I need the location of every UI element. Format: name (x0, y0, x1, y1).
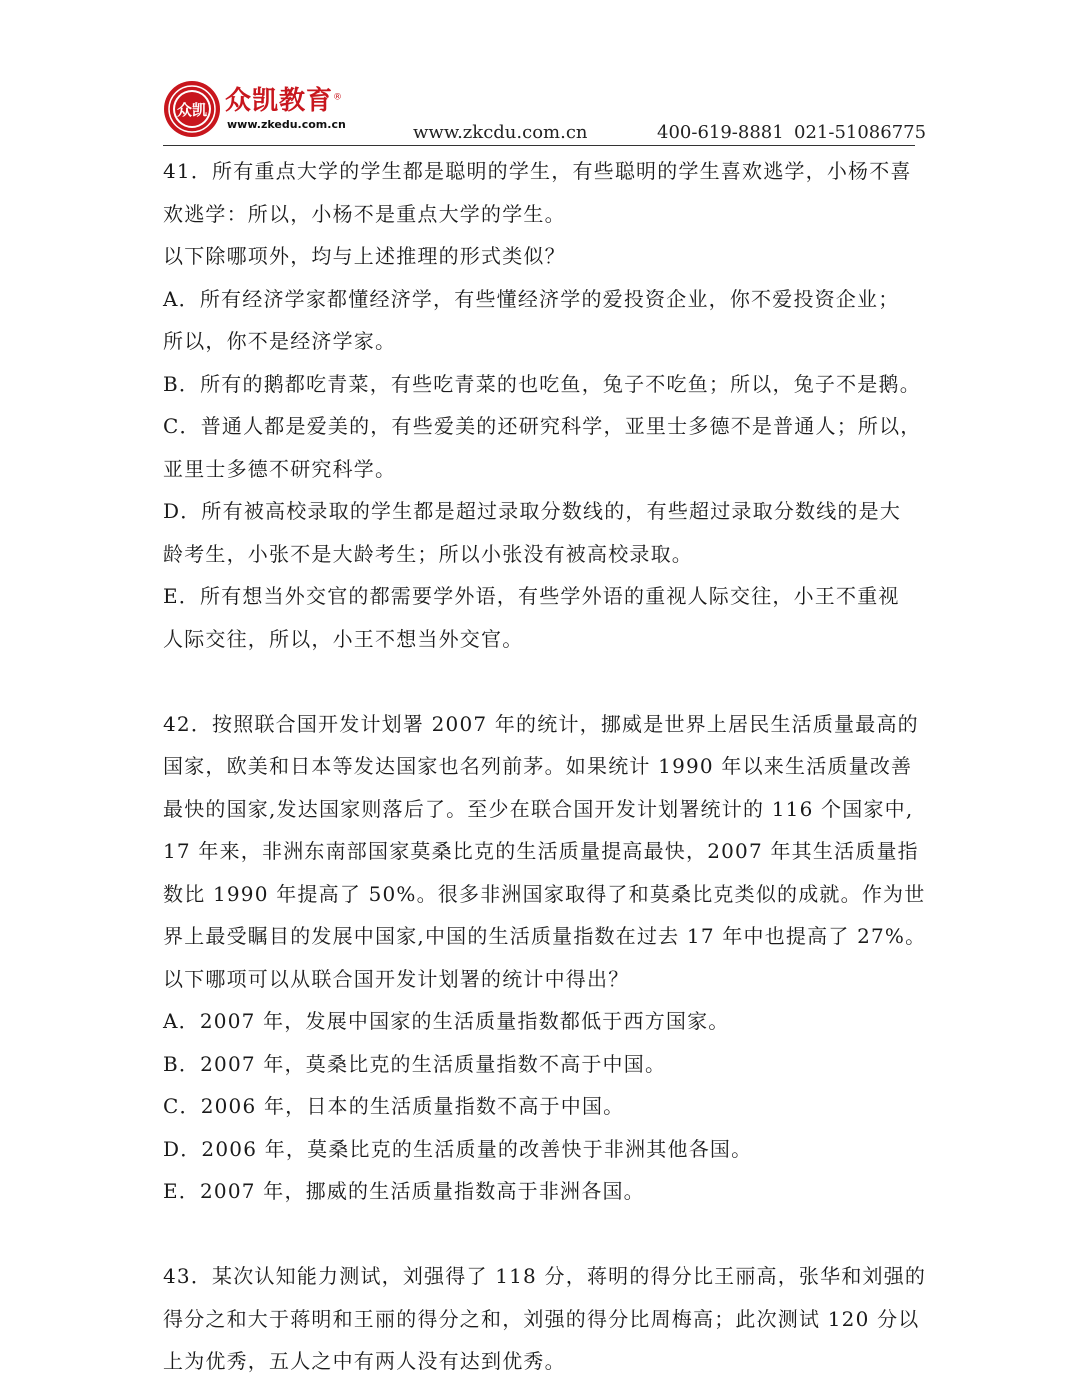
option-a: A．2007 年，发展中国家的生活质量指数都低于西方国家。 (163, 1009, 730, 1033)
header-divider (163, 145, 915, 146)
option-c: C．2006 年，日本的生活质量指数不高于中国。 (163, 1094, 625, 1118)
brand-name: 众凯教育® (225, 86, 344, 116)
option-a-continued: 所以，你不是经济学家。 (163, 329, 397, 353)
header-phone-1: 400-619-8881 (657, 122, 784, 143)
option-d: D．所有被高校录取的学生都是超过录取分数线的，有些超过录取分数线的是大 (163, 499, 902, 523)
option-d: D．2006 年，莫桑比克的生活质量的改善快于非洲其他各国。 (163, 1136, 753, 1161)
option-c: C．普通人都是爱美的，有些爱美的还研究科学，亚里士多德不是普通人；所以， (163, 414, 922, 438)
question-43 (163, 1255, 927, 1383)
question-stem-line: 得分之和大于蒋明和王丽的得分之和，刘强的得分比周梅高；此次测试 120 分以 (163, 1306, 920, 1331)
question-stem-line: 国家，欧美和日本等发达国家也名列前茅。如果统计 1990 年以来生活质量改善 (163, 754, 913, 778)
option-b: B．2007 年，莫桑比克的生活质量指数不高于中国。 (163, 1051, 667, 1076)
question-42 (163, 703, 927, 1213)
question-stem-line: 界上最受瞩目的发展中国家,中国的生活质量指数在过去 17 年中也提高了 27%。 (163, 924, 927, 948)
question-stem-line: 42．按照联合国开发计划署 2007 年的统计，挪威是世界上居民生活质量最高的 (163, 711, 919, 736)
question-prompt: 以下哪项可以从联合国开发计划署的统计中得出？ (163, 966, 630, 991)
option-d-continued: 龄考生，小张不是大龄考生；所以小张没有被高校录取。 (163, 541, 693, 566)
brand-seal-text: 众凯 (176, 101, 208, 119)
question-stem-line: 上为优秀，五人之中有两人没有达到优秀。 (163, 1349, 566, 1373)
paragraph-gap (163, 660, 920, 703)
brand-url: www.zkedu.com.cn (227, 118, 346, 131)
question-prompt: 以下除哪项外，均与上述推理的形式类似？ (163, 244, 566, 268)
option-c-continued: 亚里士多德不研究科学。 (163, 456, 397, 481)
question-stem-line: 数比 1990 年提高了 50%。很多非洲国家取得了和莫桑比克类似的成就。作为世 (163, 881, 926, 906)
document-body (163, 150, 927, 1383)
paragraph-gap (163, 1213, 920, 1256)
option-b: B．所有的鹅都吃青菜，有些吃青菜的也吃鱼，兔子不吃鱼；所以，兔子不是鹅。 (163, 371, 921, 396)
option-e-continued: 人际交往，所以，小王不想当外交官。 (163, 626, 524, 651)
option-e: E．所有想当外交官的都需要学外语，有些学外语的重视人际交往，小王不重视 (163, 584, 900, 608)
question-stem-line: 43．某次认知能力测试，刘强得了 118 分，蒋明的得分比王丽高，张华和刘强的 (163, 1264, 927, 1288)
option-a: A．所有经济学家都懂经济学，有些懂经济学的爱投资企业，你不爱投资企业； (163, 286, 900, 311)
question-stem-line: 最快的国家,发达国家则落后了。至少在联合国开发计划署统计的 116 个国家中, (163, 796, 914, 821)
question-stem-line: 欢逃学：所以，小杨不是重点大学的学生。 (163, 201, 566, 226)
header-phone-2: 021-51086775 (794, 122, 927, 143)
question-stem-line: 41．所有重点大学的学生都是聪明的学生，有些聪明的学生喜欢逃学，小杨不喜 (163, 159, 912, 183)
question-41 (163, 150, 920, 660)
option-e: E．2007 年，挪威的生活质量指数高于非洲各国。 (163, 1179, 645, 1203)
brand-seal-icon (163, 80, 221, 138)
question-stem-line: 17 年来，非洲东南部国家莫桑比克的生活质量提高最快，2007 年其生活质量指 (163, 839, 919, 863)
page-header (163, 76, 927, 148)
header-website: www.zkcdu.com.cn (413, 122, 588, 143)
